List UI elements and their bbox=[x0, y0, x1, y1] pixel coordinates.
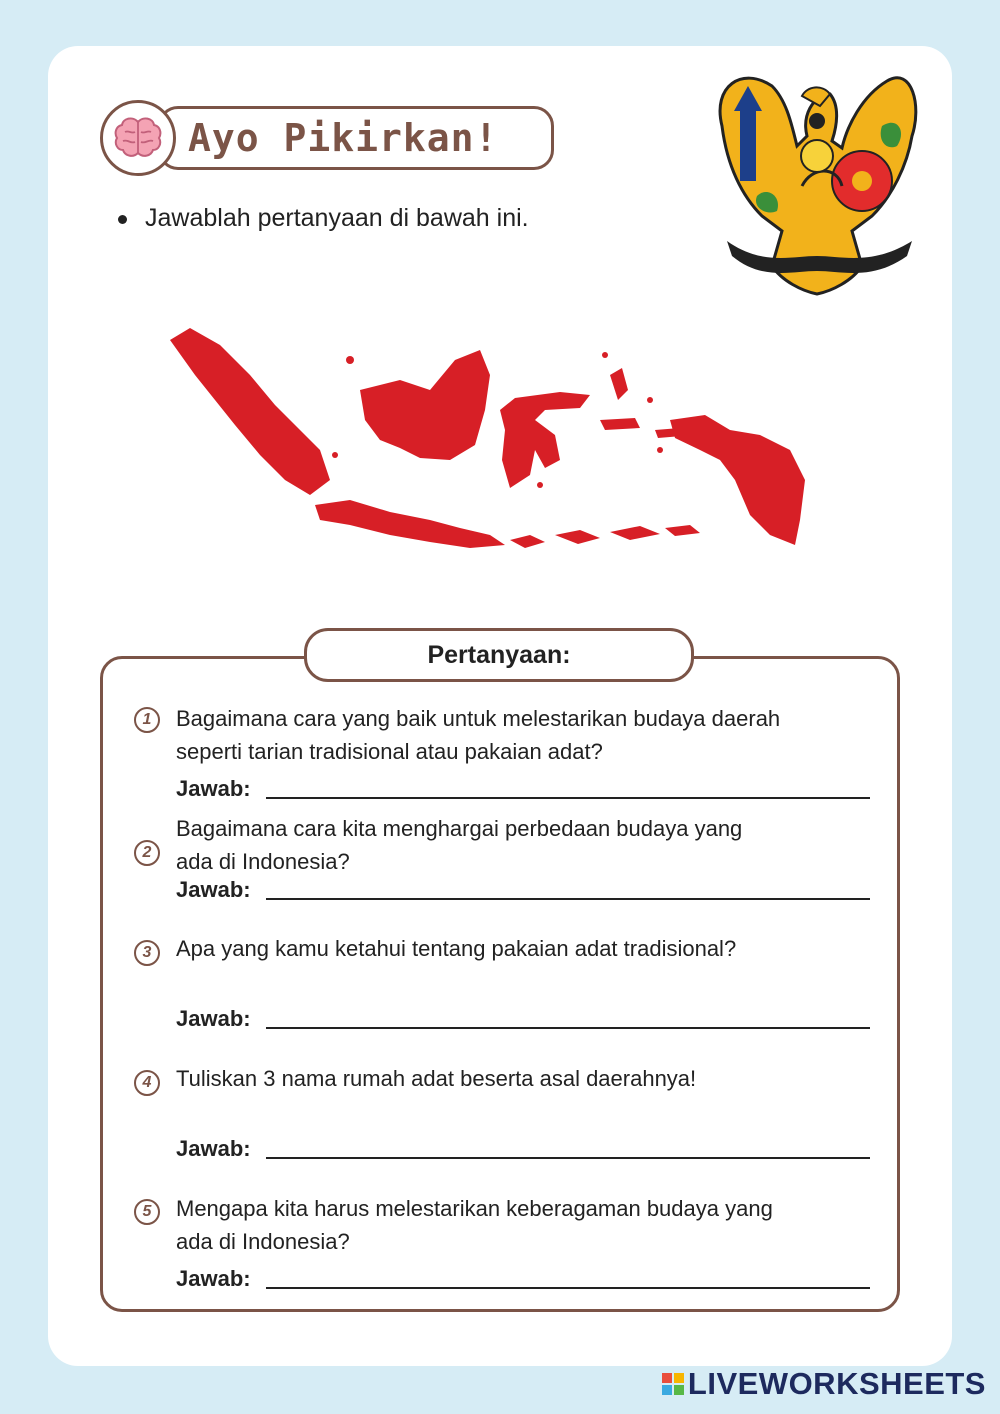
answer-label-2: Jawab: bbox=[176, 877, 251, 902]
answer-label-3: Jawab: bbox=[176, 1006, 251, 1031]
brain-icon bbox=[113, 116, 163, 160]
question-3-text bbox=[176, 932, 876, 965]
question-1-text bbox=[176, 702, 876, 768]
question-5-text bbox=[176, 1192, 876, 1258]
question-3-line1: Apa yang kamu ketahui tentang pakaian adat tradisional? bbox=[176, 936, 737, 961]
answer-line-3[interactable] bbox=[266, 1027, 870, 1029]
answer-label-5: Jawab: bbox=[176, 1266, 251, 1291]
brand-label: LIVEWORKSHEETS bbox=[687, 1366, 986, 1401]
answer-label-1: Jawab: bbox=[176, 776, 251, 801]
question-number-1: 1 bbox=[134, 707, 160, 733]
question-number-4: 4 bbox=[134, 1070, 160, 1096]
question-4-line1: Tuliskan 3 nama rumah adat beserta asal daerahnya! bbox=[176, 1066, 697, 1091]
question-1-line1: Bagaimana cara yang baik untuk melestarikan budaya daerah bbox=[176, 706, 781, 731]
question-number-5: 5 bbox=[134, 1199, 160, 1225]
indonesia-map-icon bbox=[160, 320, 810, 580]
question-4-text bbox=[176, 1062, 876, 1095]
questions-title: Pertanyaan: bbox=[304, 628, 694, 682]
liveworksheets-logo[interactable] bbox=[662, 1366, 986, 1402]
instruction-label: Jawablah pertanyaan di bawah ini. bbox=[145, 204, 529, 232]
brain-icon-badge bbox=[100, 100, 176, 176]
question-5-line1: Mengapa kita harus melestarikan keberagaman budaya yang bbox=[176, 1196, 773, 1221]
instruction-text bbox=[118, 204, 529, 233]
answer-line-5[interactable] bbox=[266, 1287, 870, 1289]
bullet-icon bbox=[118, 215, 127, 224]
question-number-3: 3 bbox=[134, 940, 160, 966]
liveworksheets-icon bbox=[662, 1373, 684, 1395]
question-number-2: 2 bbox=[134, 840, 160, 866]
question-5-line2: ada di Indonesia? bbox=[176, 1229, 350, 1254]
question-1-line2: seperti tarian tradisional atau pakaian adat? bbox=[176, 739, 603, 764]
answer-label-4: Jawab: bbox=[176, 1136, 251, 1161]
garuda-emblem-icon bbox=[712, 66, 922, 302]
question-2-text bbox=[176, 812, 876, 878]
page-title: Ayo Pikirkan! bbox=[188, 116, 499, 160]
question-2-line2: ada di Indonesia? bbox=[176, 849, 350, 874]
question-2-line1: Bagaimana cara kita menghargai perbedaan budaya yang bbox=[176, 816, 743, 841]
answer-line-2[interactable] bbox=[266, 898, 870, 900]
answer-line-4[interactable] bbox=[266, 1157, 870, 1159]
answer-line-1[interactable] bbox=[266, 797, 870, 799]
